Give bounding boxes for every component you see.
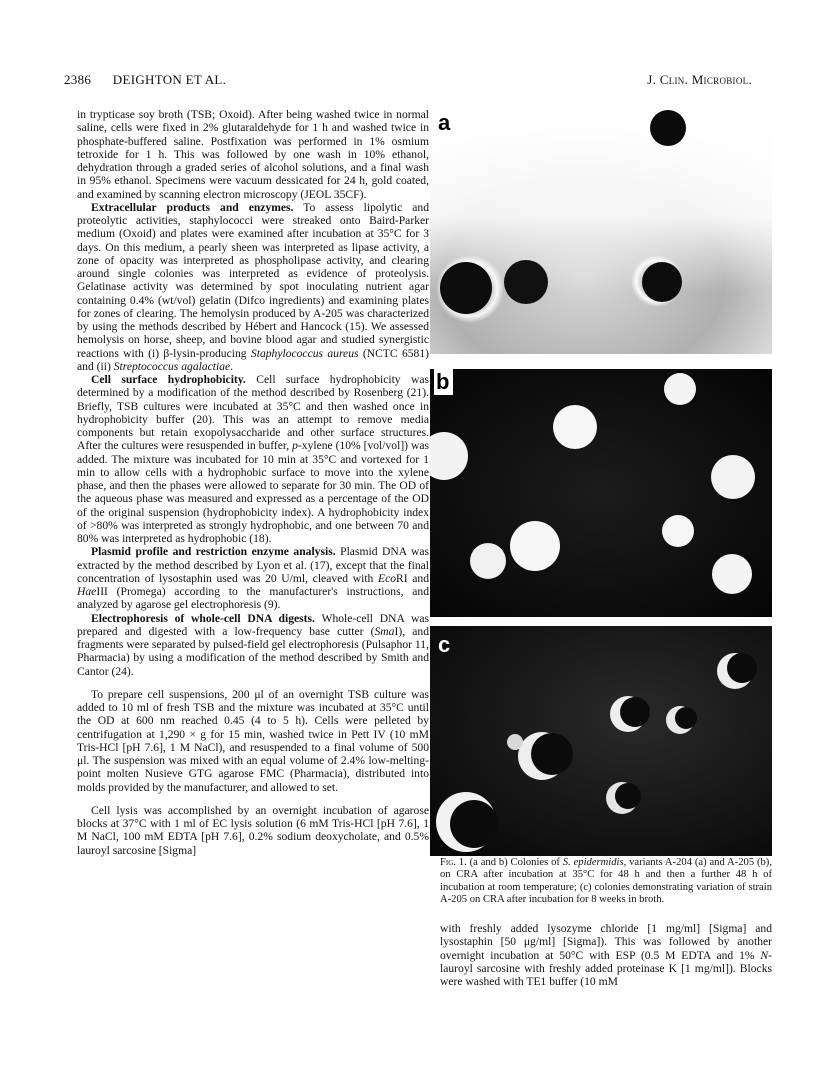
journal-name: J. Clin. Microbiol.: [647, 72, 752, 87]
paragraph-continued: with freshly added lysozyme chloride [1 mg/ml] [Sigma] and lysostaphin [50 μg/ml] [Sigma]). This was followed by another overnight incubation at 50°C with ESP (0.5 M EDTA and 1% N-lauroyl sarcosine with freshly added proteinase K [1 mg/ml]). Blocks were washed with TE1 buffer (10 mM: [440, 922, 772, 988]
section-extracellular-products: Extracellular products and enzymes. To assess lipolytic and proteolytic activities, staphylococci were streaked onto Baird-Parker medium (Oxoid) and plates were examined after incubation at 35°C for 3 days. On this medium, a pearly sheen was interpreted as lipase activity, a zone of opacity was interpreted as phospholipase activity, and clearing around single colonies was interpreted as evidence of proteolysis. Gelatinase activity was determined by spot inoculating nutrient agar containing 0.4% (wt/vol) gelatin (Difco ingredients) and examining plates for zones of clearing. The hemolysin produced by A-205 was characterized by using the methods described by Hébert and Hancock (15). We assessed hemolysis on horse, sheep, and bovine blood agar and studied synergistic reactions with (i) β-lysin-producing Staphylococcus aureus (NCTC 6581) and (ii) Streptococcus agalactiae.: [77, 200, 430, 373]
panel-b-photo: [430, 369, 772, 617]
caption-label: Fig. 1.: [440, 857, 467, 868]
paragraph-sem-methods: in trypticase soy broth (TSB; Oxoid). After being washed twice in normal saline, cells were fixed in 2% glutaraldehyde for 1 h and washed twice in phosphate-buffered saline. Postfixation was performed in 1% osmium tetroxide for 1 h. This was followed by one wash in 10% ethanol, dehydration through a graded series of alcohol solutions, and a final wash in 95% ethanol. Specimens were vacuum dessicated for 24 h, gold coated, and examined by scanning electron microscopy (JEOL 35CF).: [77, 108, 429, 201]
section-cell-surface-hydrophobicity: Cell surface hydrophobicity. Cell surface hydrophobicity was determined by a modification of the method described by Rosenberg (21). Briefly, TSB cultures were incubated at 35°C and then washed once in hydrophobicity buffer (20). This was an attempt to remove media components but retain exopolysaccharide and other surface structures. After the cultures were resuspended in buffer, p-xylene (10% [vol/vol]) was added. The mixture was incubated for 10 min at 35°C and vortexed for 1 min to allow cells with a hydrophobic surface to move into the xylene phase, and then the phases were allowed to separate for 30 min. The OD of the aqueous phase was measured and expressed as a percentage of the OD of the original suspension (hydrophobicity index). A hydrophobicity index of >80% was interpreted as strongly hydrophobic, and one between 70 and 80% was interpreted as hydrophobic (18).: [77, 373, 429, 545]
colony-b6: [470, 543, 506, 579]
left-column: [77, 108, 429, 857]
panel-c-photo: [430, 626, 772, 856]
colony-b1: [664, 373, 696, 405]
colony-a3: [504, 260, 548, 304]
colony-a1: [650, 110, 686, 146]
section-heading: Electrophoresis of whole-cell DNA digests.: [91, 611, 315, 625]
paragraph-cell-lysis: Cell lysis was accomplished by an overnight incubation of agarose blocks at 37°C with 1 ml of EC lysis solution (6 mM Tris-HCl [pH 7.6], 1 M NaCl, 100 mM EDTA [pH 7.6], 0.2% sodium deoxycholate, and 0.5% lauroyl sarcosine [Sigma]: [77, 803, 429, 857]
paragraph-cell-suspensions: To prepare cell suspensions, 200 μl of an overnight TSB culture was added to 10 ml of fresh TSB and the mixture was incubated at 35°C until the OD at 600 nm reached 0.45 (4 to 5 h). Cells were pelleted by centrifugation at 1,290 × g for 15 min, washed twice in Pett IV (10 mM Tris-HCl [pH 7.6], 1 M NaCl), and resuspended to a final volume of 500 μl. The suspension was mixed with an equal volume of 2.4% low-melting-point molten Nusieve GTG agarose FMC (Pharmacia), distributed into molds provided by the manufacturer, and allowed to set.: [77, 687, 429, 794]
figure-panel-a: [430, 104, 772, 354]
section-plasmid-profile: Plasmid profile and restriction enzyme analysis. Plasmid DNA was extracted by the method described by Lyon et al. (17), except that the final concentration of lysostaphin used was 20 U/ml, cleaved with EcoRI and HaeIII (Promega) according to the manufacturer's instructions, and analyzed by agarose gel electrophoresis (9).: [77, 545, 430, 612]
figure-panel-c: [430, 626, 772, 856]
panel-label-b: b: [434, 369, 453, 395]
section-heading: Plasmid profile and restriction enzyme analysis.: [91, 545, 336, 559]
running-head-left: [64, 72, 226, 88]
section-heading: Extracellular products and enzymes.: [91, 200, 294, 214]
panel-a-photo: [430, 104, 772, 354]
right-column-text: [440, 922, 772, 988]
running-head: [64, 72, 752, 92]
colony-b4: [711, 455, 755, 499]
author-line: DEIGHTON ET AL.: [112, 72, 227, 87]
panel-label-c: c: [438, 632, 451, 657]
colony-b5: [510, 521, 560, 571]
colony-c7: [507, 734, 523, 750]
colony-b2: [553, 405, 597, 449]
figure-caption: Fig. 1. (a and b) Colonies of S. epidermidis, variants A-204 (a) and A-205 (b), on CRA after incubation at 35°C for 48 h and then a further 48 h of incubation at room temperature; (c) colonies demonstrating variation of strain A-205 on CRA after incubation for 8 weeks in broth.: [440, 857, 772, 906]
section-heading: Cell surface hydrophobicity.: [91, 373, 246, 386]
section-electrophoresis: Electrophoresis of whole-cell DNA digests. Whole-cell DNA was prepared and digested with a low-frequency base cutter (SmaI), and fragments were separated by pulsed-field gel electrophoresis (Pulsaphor 11, Pharmacia) by using a modification of the method described by Smith and Cantor (24).: [77, 611, 429, 678]
colony-b8: [712, 554, 752, 594]
panel-label-a: a: [438, 110, 451, 135]
colony-b7: [662, 515, 694, 547]
colony-a4: [642, 262, 682, 302]
colony-a2: [440, 262, 492, 314]
figure-panel-b: [430, 369, 772, 617]
page-number: 2386: [64, 72, 92, 87]
